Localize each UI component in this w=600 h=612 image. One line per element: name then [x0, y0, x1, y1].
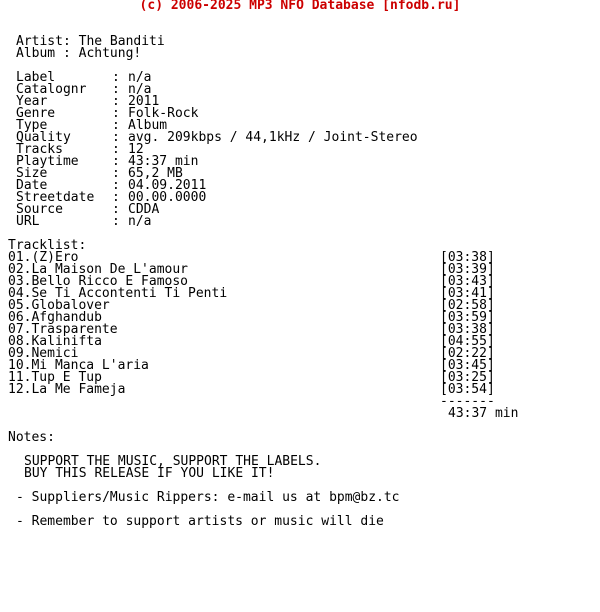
total-time: 43:37 min — [448, 406, 519, 421]
info-key: URL — [16, 214, 40, 229]
track-duration: [02:58] — [440, 298, 495, 313]
track-duration: [03:59] — [440, 310, 495, 325]
track-title: 11.Tup E Tup — [8, 370, 102, 385]
info-separator: : — [112, 166, 120, 181]
info-value: avg. 209kbps / 44,1kHz / Joint-Stereo — [128, 130, 418, 145]
track-duration: [04:55] — [440, 334, 495, 349]
track-title: 05.Globalover — [8, 298, 110, 313]
info-value: Album — [128, 118, 168, 133]
notes-title: Notes: — [8, 430, 55, 445]
info-key: Genre — [16, 106, 56, 121]
track-title: 10.Mi Manca L'aria — [8, 358, 149, 373]
info-row — [0, 144, 600, 156]
info-value: n/a — [128, 70, 152, 85]
track-duration: [03:41] — [440, 286, 495, 301]
info-row — [0, 216, 600, 228]
info-row — [0, 204, 600, 216]
info-key: Catalognr — [16, 82, 87, 97]
info-row — [0, 168, 600, 180]
track-title: 04.Se Ti Accontenti Ti Penti — [8, 286, 228, 301]
info-row — [0, 132, 600, 144]
album-line: Album : Achtung! — [16, 46, 142, 61]
track-title: 01.(Z)Ero — [8, 250, 79, 265]
info-value: n/a — [128, 214, 152, 229]
info-row — [0, 108, 600, 120]
info-key: Label — [16, 70, 56, 85]
track-duration: [03:39] — [440, 262, 495, 277]
info-value: 04.09.2011 — [128, 178, 207, 193]
info-value: 12 — [128, 142, 144, 157]
info-value: 65,2 MB — [128, 166, 183, 181]
info-key: Type — [16, 118, 48, 133]
notes-support-line: SUPPORT THE MUSIC, SUPPORT THE LABELS. — [24, 454, 322, 469]
track-title: 08.Kalinifta — [8, 334, 102, 349]
info-row — [0, 72, 600, 84]
info-separator: : — [112, 106, 120, 121]
info-value: n/a — [128, 82, 152, 97]
info-value: CDDA — [128, 202, 160, 217]
info-separator: : — [112, 70, 120, 85]
track-duration: [03:38] — [440, 250, 495, 265]
info-separator: : — [112, 190, 120, 205]
info-key: Playtime — [16, 154, 79, 169]
info-separator: : — [112, 178, 120, 193]
info-key: Size — [16, 166, 48, 181]
info-row — [0, 96, 600, 108]
track-title: 02.La Maison De L'amour — [8, 262, 189, 277]
track-row — [0, 384, 600, 396]
info-separator: : — [112, 214, 120, 229]
info-key: Date — [16, 178, 48, 193]
info-separator: : — [112, 94, 120, 109]
info-value: 43:37 min — [128, 154, 199, 169]
notes-remember-line: - Remember to support artists or music will die — [16, 514, 384, 529]
notes-suppliers-line: - Suppliers/Music Rippers: e-mail us at bpm@bz.tc — [16, 490, 400, 505]
track-duration: [03:45] — [440, 358, 495, 373]
track-title: 06.Afghandub — [8, 310, 102, 325]
track-title: 12.La Me Fameja — [8, 382, 126, 397]
info-key: Year — [16, 94, 48, 109]
info-separator: : — [112, 118, 120, 133]
info-key: Quality — [16, 130, 71, 145]
info-value: 00.00.0000 — [128, 190, 207, 205]
info-value: 2011 — [128, 94, 160, 109]
site-header: (c) 2006-2025 MP3 NFO Database [nfodb.ru] — [139, 0, 461, 13]
track-title: 07.Trasparente — [8, 322, 118, 337]
track-duration: [03:43] — [440, 274, 495, 289]
info-key: Tracks — [16, 142, 63, 157]
info-value: Folk-Rock — [128, 106, 199, 121]
info-key: Source — [16, 202, 63, 217]
tracklist-title: Tracklist: — [8, 238, 87, 253]
total-rule: ------- — [440, 394, 495, 409]
info-separator: : — [112, 202, 120, 217]
track-title: 03.Bello Ricco E Famoso — [8, 274, 189, 289]
track-title: 09.Nemici — [8, 346, 79, 361]
artist-line: Artist: The Banditi — [16, 34, 165, 49]
info-row — [0, 192, 600, 204]
track-duration: [03:38] — [440, 322, 495, 337]
info-separator: : — [112, 154, 120, 169]
track-row — [0, 336, 600, 348]
info-separator: : — [112, 130, 120, 145]
track-duration: [02:22] — [440, 346, 495, 361]
info-row — [0, 156, 600, 168]
info-key: Streetdate — [16, 190, 95, 205]
info-separator: : — [112, 82, 120, 97]
info-separator: : — [112, 142, 120, 157]
info-row — [0, 84, 600, 96]
track-duration: [03:25] — [440, 370, 495, 385]
notes-buy-line: BUY THIS RELEASE IF YOU LIKE IT! — [24, 466, 275, 481]
track-duration: [03:54] — [440, 382, 495, 397]
